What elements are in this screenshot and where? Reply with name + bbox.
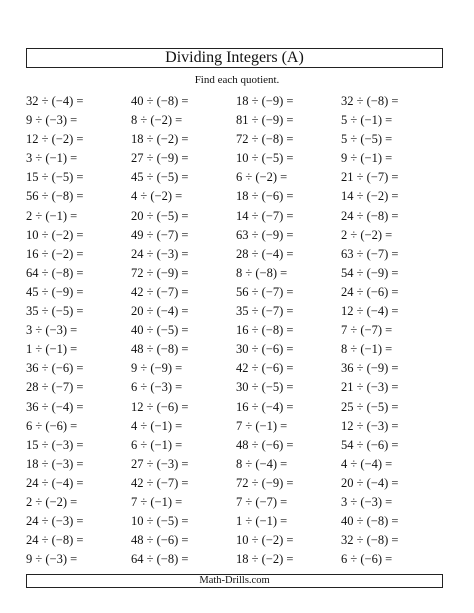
division-problem: 15 ÷ (−3) = (26, 437, 84, 452)
division-problem: 9 ÷ (−1) = (341, 151, 393, 166)
worksheet-title: Dividing Integers (A) (165, 49, 304, 66)
division-problem: 8 ÷ (−1) = (341, 342, 393, 357)
division-problem: 30 ÷ (−6) = (236, 342, 294, 357)
worksheet-title-box (26, 48, 443, 68)
division-problem: 8 ÷ (−4) = (236, 456, 288, 471)
division-problem: 36 ÷ (−4) = (26, 399, 84, 414)
problem-grid (26, 92, 446, 569)
division-problem: 18 ÷ (−6) = (236, 189, 294, 204)
footer-text: Math-Drills.com (199, 574, 270, 586)
division-problem: 36 ÷ (−6) = (26, 361, 84, 376)
division-problem: 1 ÷ (−1) = (26, 342, 78, 357)
division-problem: 7 ÷ (−1) = (236, 418, 288, 433)
division-problem: 63 ÷ (−9) = (236, 227, 294, 242)
division-problem: 12 ÷ (−3) = (341, 418, 399, 433)
footer-box (26, 574, 443, 588)
division-problem: 48 ÷ (−8) = (131, 342, 189, 357)
division-problem: 15 ÷ (−5) = (26, 170, 84, 185)
division-problem: 24 ÷ (−3) = (26, 514, 84, 529)
division-problem: 24 ÷ (−6) = (341, 284, 399, 299)
division-problem: 5 ÷ (−5) = (341, 132, 393, 147)
division-problem: 40 ÷ (−8) = (131, 94, 189, 108)
division-problem: 16 ÷ (−2) = (26, 246, 84, 261)
division-problem: 36 ÷ (−9) = (341, 361, 399, 376)
division-problem: 20 ÷ (−4) = (341, 475, 399, 490)
division-problem: 10 ÷ (−2) = (26, 227, 84, 242)
division-problem: 10 ÷ (−5) = (236, 151, 294, 166)
division-problem: 49 ÷ (−7) = (131, 227, 189, 242)
division-problem: 6 ÷ (−3) = (131, 380, 183, 395)
division-problem: 2 ÷ (−2) = (341, 227, 393, 242)
division-problem: 48 ÷ (−6) = (131, 533, 189, 548)
division-problem: 40 ÷ (−8) = (341, 514, 399, 529)
division-problem: 63 ÷ (−7) = (341, 246, 399, 261)
division-problem: 6 ÷ (−6) = (341, 552, 393, 567)
division-problem: 18 ÷ (−2) = (236, 552, 294, 567)
division-problem: 4 ÷ (−4) = (341, 456, 393, 471)
division-problem: 2 ÷ (−1) = (26, 208, 78, 223)
division-problem: 25 ÷ (−5) = (341, 399, 399, 414)
division-problem: 6 ÷ (−6) = (26, 418, 78, 433)
division-problem: 12 ÷ (−2) = (26, 132, 84, 147)
division-problem: 81 ÷ (−9) = (236, 113, 294, 128)
division-problem: 56 ÷ (−7) = (236, 284, 294, 299)
division-problem: 4 ÷ (−2) = (131, 189, 183, 204)
division-problem: 48 ÷ (−6) = (236, 437, 294, 452)
division-problem: 16 ÷ (−4) = (236, 399, 294, 414)
division-problem: 28 ÷ (−7) = (26, 380, 84, 395)
division-problem: 8 ÷ (−8) = (236, 265, 288, 280)
division-problem: 12 ÷ (−4) = (341, 304, 399, 319)
division-problem: 32 ÷ (−8) = (341, 94, 399, 108)
division-problem: 54 ÷ (−6) = (341, 437, 399, 452)
division-problem: 18 ÷ (−3) = (26, 456, 84, 471)
division-problem: 16 ÷ (−8) = (236, 323, 294, 338)
division-problem: 6 ÷ (−1) = (131, 437, 183, 452)
division-problem: 18 ÷ (−9) = (236, 94, 294, 108)
division-problem: 14 ÷ (−2) = (341, 189, 399, 204)
division-problem: 30 ÷ (−5) = (236, 380, 294, 395)
division-problem: 7 ÷ (−7) = (341, 323, 393, 338)
division-problem: 20 ÷ (−5) = (131, 208, 189, 223)
division-problem: 32 ÷ (−8) = (341, 533, 399, 548)
division-problem: 56 ÷ (−8) = (26, 189, 84, 204)
division-problem: 72 ÷ (−9) = (131, 265, 189, 280)
division-problem: 7 ÷ (−1) = (131, 494, 183, 509)
division-problem: 1 ÷ (−1) = (236, 514, 288, 529)
division-problem: 72 ÷ (−8) = (236, 132, 294, 147)
division-problem: 45 ÷ (−9) = (26, 284, 84, 299)
division-problem: 27 ÷ (−3) = (131, 456, 189, 471)
division-problem: 40 ÷ (−5) = (131, 323, 189, 338)
division-problem: 4 ÷ (−1) = (131, 418, 183, 433)
division-problem: 64 ÷ (−8) = (26, 265, 84, 280)
division-problem: 9 ÷ (−9) = (131, 361, 183, 376)
division-problem: 35 ÷ (−7) = (236, 304, 294, 319)
instructions: Find each quotient. (194, 74, 280, 86)
division-problem: 54 ÷ (−9) = (341, 265, 399, 280)
division-problem: 7 ÷ (−7) = (236, 494, 288, 509)
division-problem: 9 ÷ (−3) = (26, 552, 78, 567)
division-problem: 21 ÷ (−7) = (341, 170, 399, 185)
division-problem: 10 ÷ (−2) = (236, 533, 294, 548)
division-problem: 12 ÷ (−6) = (131, 399, 189, 414)
division-problem: 3 ÷ (−3) = (341, 494, 393, 509)
division-problem: 35 ÷ (−5) = (26, 304, 84, 319)
division-problem: 24 ÷ (−8) = (341, 208, 399, 223)
division-problem: 3 ÷ (−1) = (26, 151, 78, 166)
division-problem: 64 ÷ (−8) = (131, 552, 189, 567)
division-problem: 6 ÷ (−2) = (236, 170, 288, 185)
division-problem: 21 ÷ (−3) = (341, 380, 399, 395)
division-problem: 9 ÷ (−3) = (26, 113, 78, 128)
division-problem: 42 ÷ (−7) = (131, 475, 189, 490)
division-problem: 5 ÷ (−1) = (341, 113, 393, 128)
division-problem: 42 ÷ (−6) = (236, 361, 294, 376)
division-problem: 8 ÷ (−2) = (131, 113, 183, 128)
division-problem: 27 ÷ (−9) = (131, 151, 189, 166)
division-problem: 72 ÷ (−9) = (236, 475, 294, 490)
division-problem: 14 ÷ (−7) = (236, 208, 294, 223)
division-problem: 20 ÷ (−4) = (131, 304, 189, 319)
division-problem: 10 ÷ (−5) = (131, 514, 189, 529)
division-problem: 24 ÷ (−8) = (26, 533, 84, 548)
division-problem: 3 ÷ (−3) = (26, 323, 78, 338)
division-problem: 42 ÷ (−7) = (131, 284, 189, 299)
division-problem: 28 ÷ (−4) = (236, 246, 294, 261)
division-problem: 32 ÷ (−4) = (26, 94, 84, 108)
division-problem: 24 ÷ (−4) = (26, 475, 84, 490)
division-problem: 24 ÷ (−3) = (131, 246, 189, 261)
division-problem: 45 ÷ (−5) = (131, 170, 189, 185)
division-problem: 18 ÷ (−2) = (131, 132, 189, 147)
division-problem: 2 ÷ (−2) = (26, 494, 78, 509)
